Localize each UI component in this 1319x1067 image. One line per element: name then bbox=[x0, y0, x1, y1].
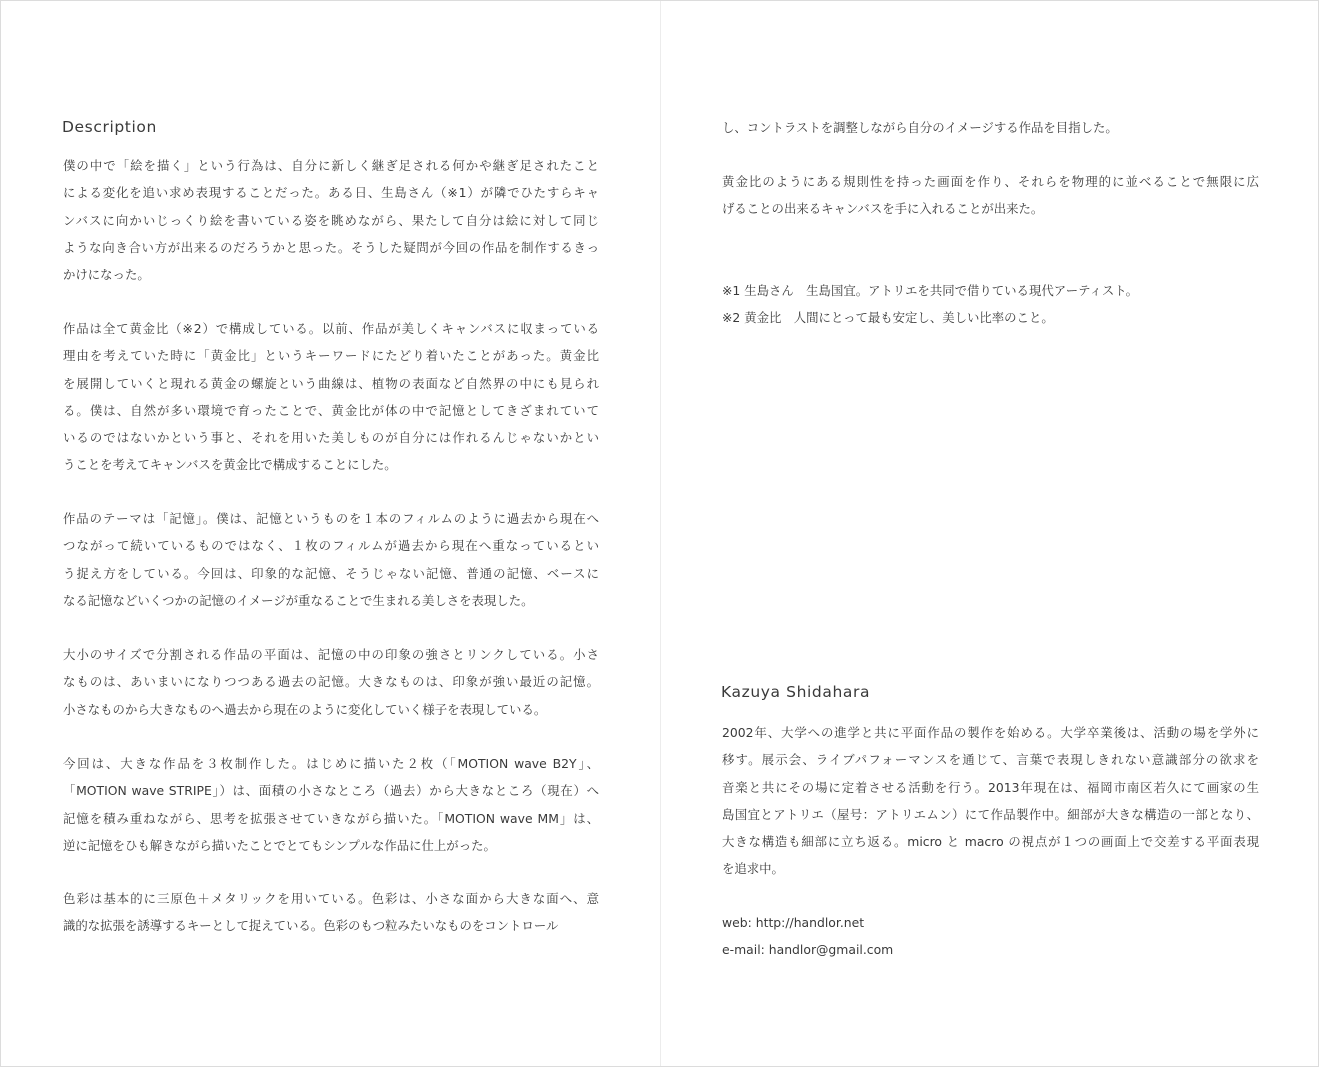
website-text: web: http://handlor.net bbox=[722, 915, 865, 930]
text-line: なものは、あいまいになりつつある過去の記憶。大きなものは、印象が強い最近の記憶。 bbox=[63, 674, 599, 690]
left-page bbox=[1, 1, 661, 1066]
description-paragraph bbox=[63, 885, 599, 940]
text-line: による変化を追い求め表現することだった。ある日、生島さん（※1）が隣でひたすらキャ bbox=[63, 185, 599, 201]
description-paragraph bbox=[63, 152, 599, 288]
artist-name-heading: Kazuya Shidahara bbox=[721, 683, 871, 701]
text-line: 今回は、大きな作品を３枚制作した。はじめに描いた２枚（「MOTION wave B2Y」、 bbox=[63, 756, 599, 771]
email-text: e-mail: handlor@gmail.com bbox=[722, 942, 894, 958]
text-line: 島国宜とアトリエ（屋号：アトリエムン）にて作品製作中。細部が大きな構造の一部となり、 bbox=[722, 806, 1259, 822]
text-line: を追求中。 bbox=[722, 861, 784, 877]
text-line: 大きな構造も細部に立ち返る。micro と macro の視点が１つの画面上で交差する平面表現 bbox=[722, 834, 1259, 850]
text-line: うことを考えてキャンバスを黄金比で構成することにした。 bbox=[63, 457, 397, 473]
description-paragraph bbox=[722, 168, 1259, 223]
description-paragraph bbox=[63, 641, 599, 723]
artist-bio bbox=[722, 719, 1259, 883]
text-line: なる記憶などいくつかの記憶のイメージが重なることで生まれる美しさを表現した。 bbox=[63, 592, 534, 608]
footnote: ※1 生島さん 生島国宜。アトリエを共同で借りている現代アーティスト。 bbox=[722, 283, 1138, 298]
text-line: ンバスに向かいじっくり絵を書いている姿を眺めながら、果たして自分は絵に対して同じ bbox=[63, 212, 599, 228]
contact-info bbox=[722, 909, 1259, 964]
text-line: し、コントラストを調整しながら自分のイメージする作品を目指した。 bbox=[722, 120, 1118, 135]
text-line: 僕の中で「絵を描く」という行為は、自分に新しく継ぎ足される何かや継ぎ足されたこと bbox=[63, 158, 599, 173]
text-line: 記憶を積み重ねながら、思考を拡張させていきながら描いた。「MOTION wave MM」は、 bbox=[63, 810, 599, 826]
footnote: ※2 黄金比 人間にとって最も安定し、美しい比率のこと。 bbox=[722, 310, 1054, 326]
text-line: 作品のテーマは「記憶」。僕は、記憶というものを１本のフィルムのように過去から現在へ bbox=[63, 511, 599, 526]
text-line: を展開していくと現れる黄金の螺旋という曲線は、植物の表面など自然界の中にも見られ bbox=[63, 375, 599, 391]
text-line: う捉え方をしている。今回は、印象的な記憶、そうじゃない記憶、普通の記憶、ベースに bbox=[63, 565, 599, 581]
description-paragraph bbox=[63, 505, 599, 614]
text-line: 識的な拡張を誘導するキーとして捉えている。色彩のもつ粒みたいなものをコントロール bbox=[63, 918, 559, 934]
text-line: 大小のサイズで分割される作品の平面は、記憶の中の印象の強さとリンクしている。小さ bbox=[63, 647, 599, 662]
text-line: 黄金比のようにある規則性を持った画面を作り、それらを物理的に並べることで無限に広 bbox=[722, 174, 1259, 189]
text-line: 逆に記憶をひも解きながら描いたことでとてもシンプルな作品に仕上がった。 bbox=[63, 837, 496, 853]
text-line: かけになった。 bbox=[63, 267, 150, 283]
footnotes bbox=[722, 277, 1259, 332]
description-paragraph bbox=[63, 315, 599, 479]
description-continuation bbox=[722, 114, 1259, 141]
text-line: 音楽と共にその場に定着させる活動を行う。2013年現在は、福岡市南区若久にて画家の生 bbox=[722, 779, 1259, 795]
description-paragraph bbox=[63, 750, 599, 859]
text-line: 色彩は基本的に三原色＋メタリックを用いている。色彩は、小さな面から大きな面へ、意 bbox=[63, 891, 599, 906]
text-line: 「MOTION wave STRIPE」）は、面積の小さなところ（過去）から大きなところ（現在）へ bbox=[63, 783, 599, 799]
text-line: ような向き合い方が出来るのだろうかと思った。そうした疑問が今回の作品を制作するきっ bbox=[63, 239, 599, 255]
right-page bbox=[661, 1, 1318, 1066]
text-line: いるのではないかという事と、それを用いた美しものが自分には作れるんじゃないかとい bbox=[63, 430, 599, 446]
text-line: る。僕は、自然が多い環境で育ったことで、黄金比が体の中で記憶としてきざまれていて bbox=[63, 402, 599, 418]
description-heading: Description bbox=[62, 118, 157, 136]
text-line: つながって続いているものではなく、１枚のフィルムが過去から現在へ重なっているとい bbox=[63, 538, 599, 554]
text-line: 小さなものから大きなものへ過去から現在のように変化していく様子を表現している。 bbox=[63, 701, 547, 717]
text-line: 2002年、大学への進学と共に平面作品の製作を始める。大学卒業後は、活動の場を学外に bbox=[722, 725, 1259, 740]
text-line: げることの出来るキャンバスを手に入れることが出来た。 bbox=[722, 201, 1044, 217]
text-line: 作品は全て黄金比（※2）で構成している。以前、作品が美しくキャンバスに収まっている bbox=[63, 321, 599, 336]
text-line: 移す。展示会、ライブパフォーマンスを通じて、言葉で表現しきれない意識部分の欲求を bbox=[722, 752, 1259, 768]
text-line: 理由を考えていた時に「黄金比」というキーワードにたどり着いたことがあった。黄金比 bbox=[63, 348, 599, 364]
